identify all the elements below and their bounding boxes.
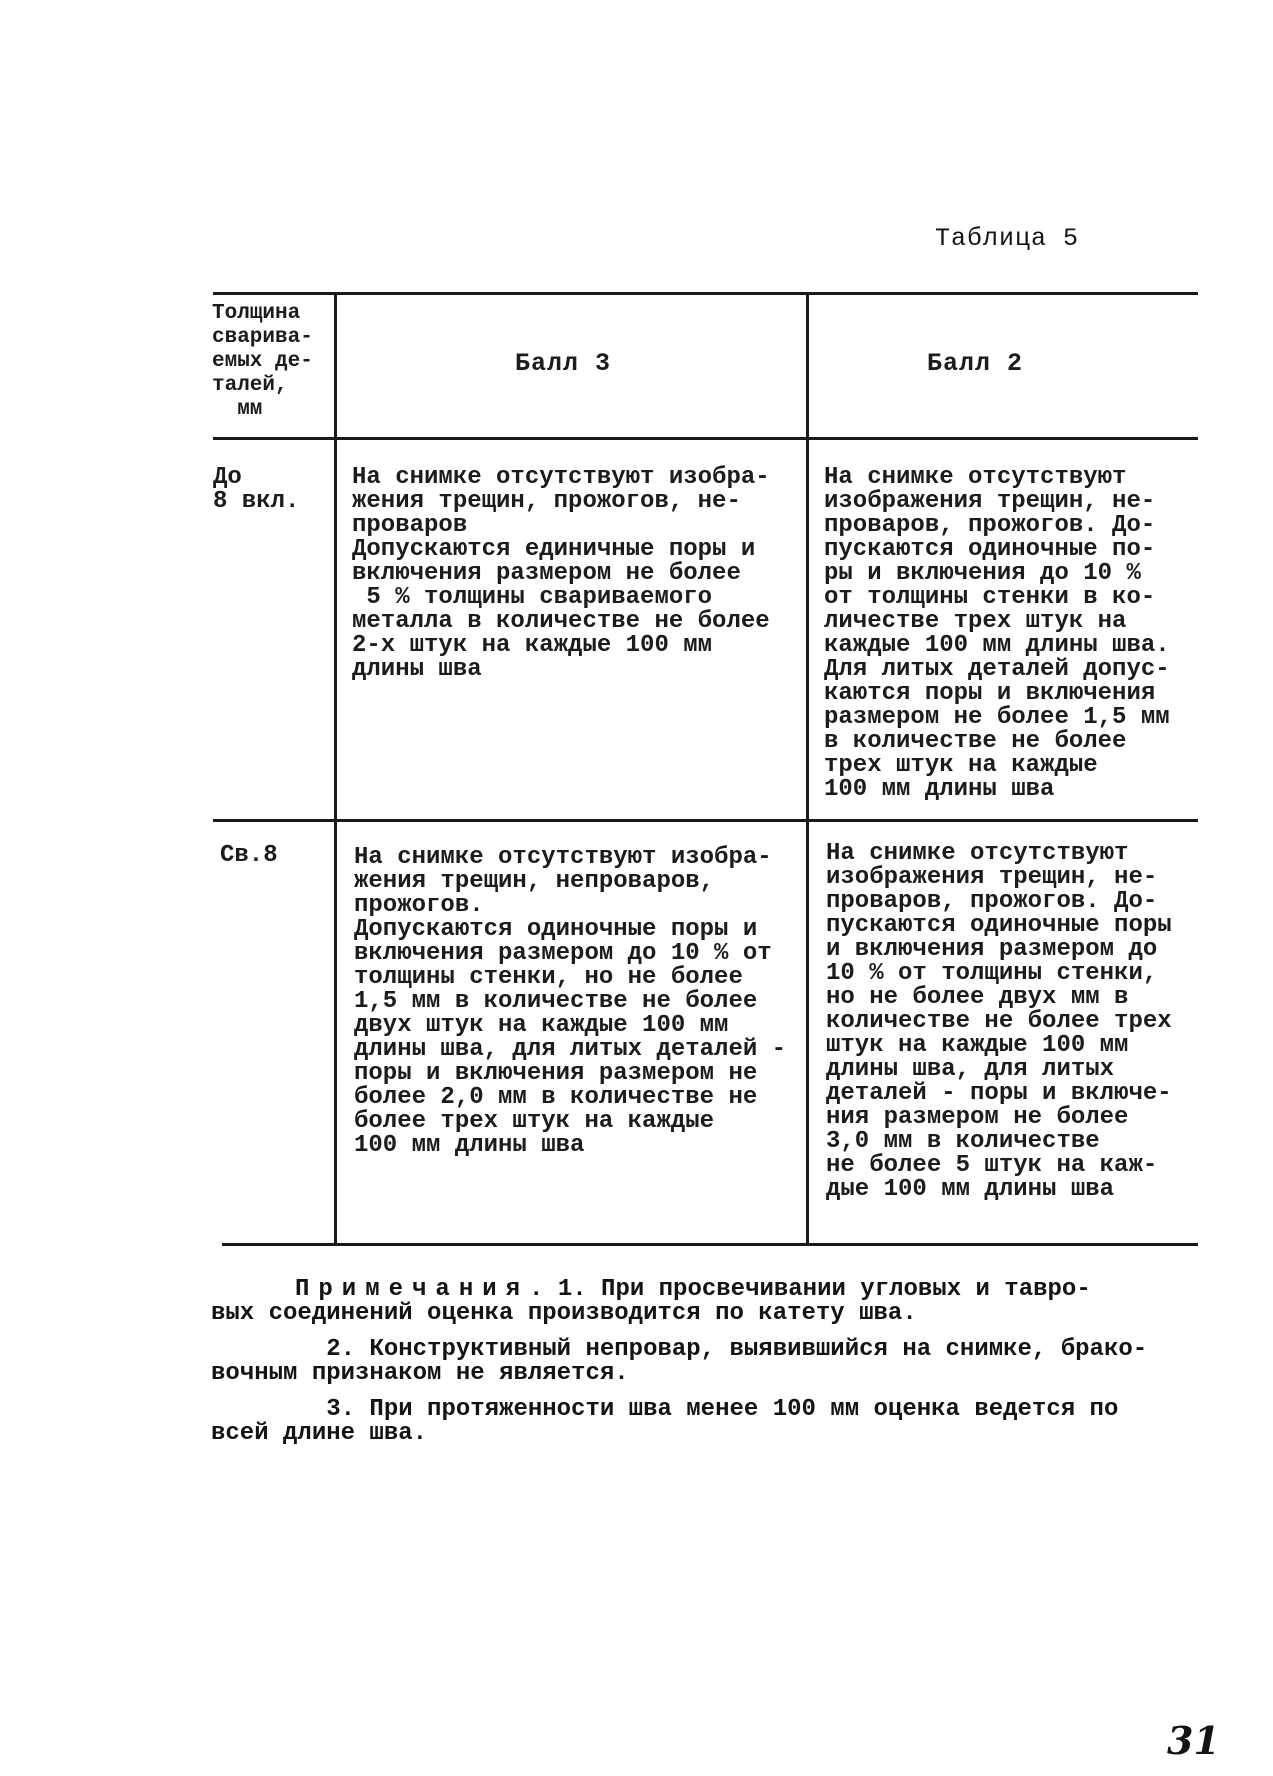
row2-thickness: Св.8 — [220, 842, 278, 869]
header-bottom-rule — [213, 437, 1198, 440]
col1-divider — [334, 292, 337, 1246]
row1-bottom-rule — [213, 819, 1198, 822]
note-1 — [211, 1278, 1191, 1326]
row2-score-3: На снимке отсутствуют изобра- жения трещин, непроваров, прожогов. Допускаются одиночные поры и включения размером до 10 % от толщины стенки, но не более 1,5 мм в количестве не более двух штук на каждые 100 мм длины шва, для литых деталей - поры и включения размером не более 2,0 мм в количестве не более трех штук на каждые 100 мм длины шва — [354, 844, 787, 1159]
header-score-3: Балл 3 — [515, 349, 612, 378]
note-3 — [211, 1398, 1191, 1446]
table-top-rule — [213, 292, 1198, 295]
col2-divider — [806, 292, 809, 1246]
table-bottom-rule — [222, 1243, 1198, 1246]
note-2-first-line: 2. Конструктивный непровар, выявившийся на снимке, брако- — [211, 1336, 1148, 1363]
page-number: 31 — [1167, 1718, 1220, 1763]
note-2 — [211, 1338, 1191, 1386]
note-1-second-line: вых соединений оценка производится по катету шва. — [211, 1300, 917, 1327]
row2-score-2: На снимке отсутствуют изображения трещин, не- проваров, прожогов. До- пускаются одиночные поры и включения размером до 10 % от толщины стенки, но не более двух мм в количестве не более трех штук на каждые 100 мм длины шва, для литых деталей - поры и включе- ния размером не более 3,0 мм в количестве не более 5 штук на каж- дые 100 мм длины шва — [826, 840, 1172, 1203]
note-1-first-line: . 1. При просвечивании угловых и тавро- — [529, 1276, 1091, 1303]
row1-score-3: На снимке отсутствуют изобра- жения трещин, прожогов, не- проваров Допускаются единичные поры и включения размером не более 5 % толщины свариваемого металла в количестве не более 2-х штук на каждые 100 мм длины шва — [352, 464, 770, 683]
header-thickness: Толщина сварива- емых де- талей, мм — [212, 302, 313, 421]
row1-score-2: На снимке отсутствуют изображения трещин, не- проваров, прожогов. До- пускаются одиночные по- ры и включения до 10 % от толщины стенки в ко- личестве трех штук на каждые 100 мм длины шва. Для литых деталей допус- каются поры и включения размером не более 1,5 мм в количестве не более трех штук на каждые 100 мм длины шва — [824, 464, 1170, 803]
notes-label: Примечания — [295, 1276, 530, 1303]
table-title: Таблица 5 — [935, 224, 1080, 253]
notes-block — [211, 1278, 1191, 1458]
row1-thickness: До 8 вкл. — [213, 464, 300, 515]
note-2-second-line: вочным признаком не является. — [211, 1360, 629, 1387]
note-3-second-line: всей длине шва. — [211, 1420, 428, 1447]
header-score-2: Балл 2 — [927, 349, 1024, 378]
note-3-first-line: 3. При протяженности шва менее 100 мм оценка ведется по — [211, 1396, 1119, 1423]
